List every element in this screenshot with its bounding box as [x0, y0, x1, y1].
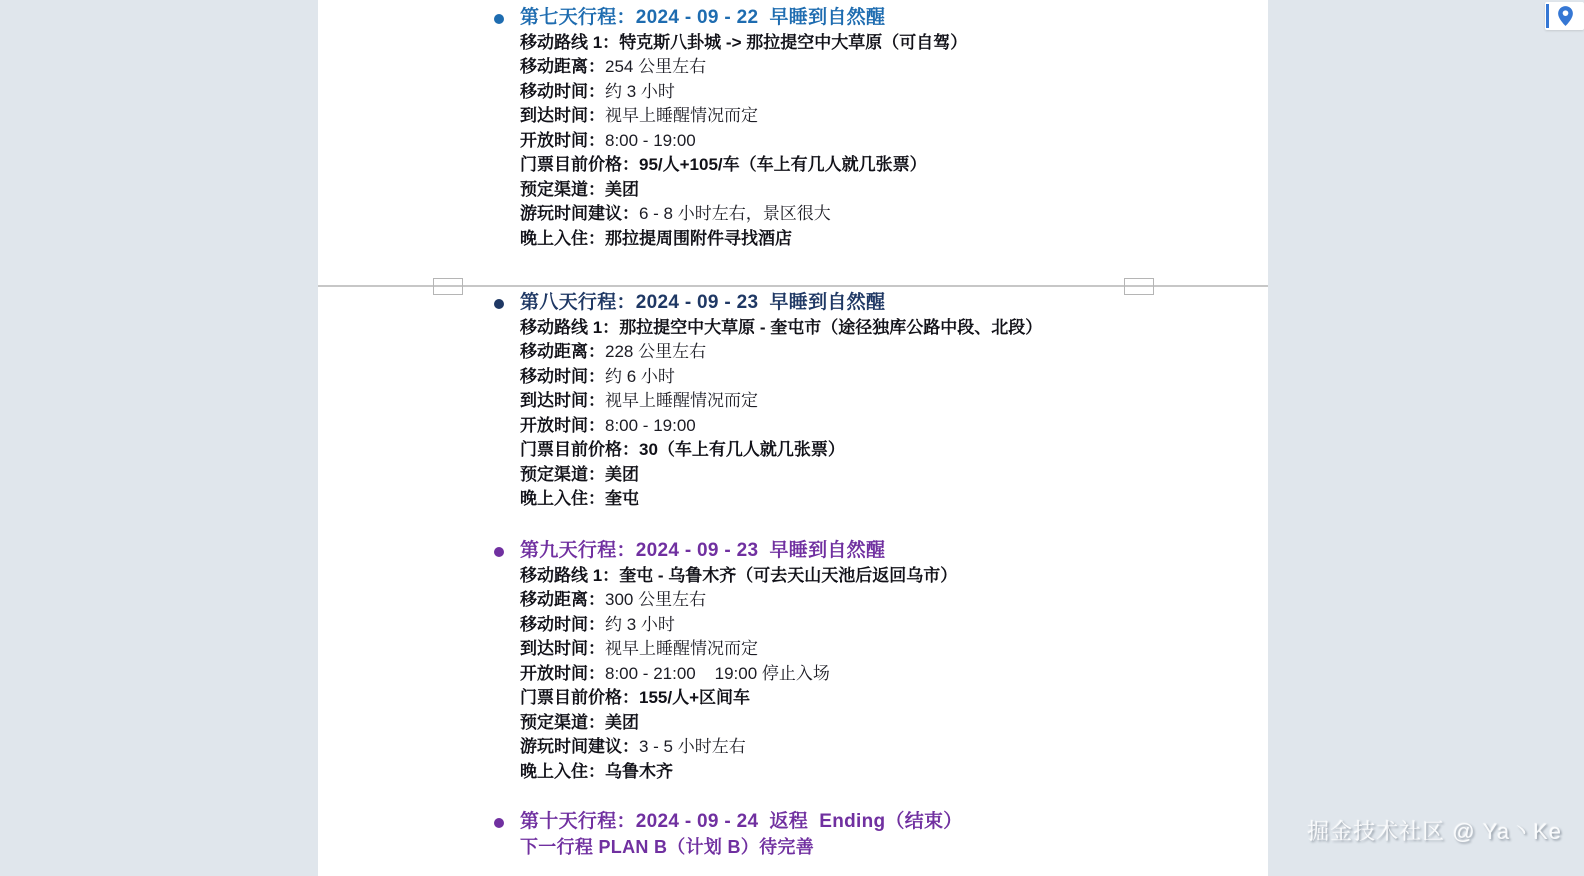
detail-label: 晚上入住：: [520, 228, 605, 248]
detail-line: [520, 735, 1268, 760]
detail-value: 8:00 - 19:00: [605, 130, 696, 150]
detail-value: 美团: [605, 712, 639, 732]
detail-value: 视早上睡醒情况而定: [605, 106, 758, 125]
detail-label: 预定渠道：: [520, 712, 605, 732]
detail-label: 晚上入住：: [520, 761, 605, 781]
detail-label: 门票目前价格：: [520, 155, 639, 174]
detail-line: [520, 178, 1268, 203]
detail-line: [520, 613, 1268, 638]
detail-label: 移动路线 1：: [520, 317, 620, 337]
detail-value: 乌鲁木齐: [605, 761, 673, 781]
detail-value: 约 3 小时: [605, 614, 675, 634]
day7-heading: 第七天行程：2024 - 09 - 22 早睡到自然醒: [520, 7, 886, 28]
detail-line: [520, 711, 1268, 736]
detail-label: 游玩时间建议：: [520, 737, 639, 756]
detail-value: 6 - 8 小时左右，景区很大: [639, 204, 831, 223]
location-pin-icon: [1557, 5, 1574, 27]
day7-section: [318, 6, 1268, 251]
detail-value: 254 公里左右: [605, 57, 707, 76]
pin-accent-bar: [1546, 4, 1549, 28]
detail-line: [520, 202, 1268, 227]
detail-label: 移动时间：: [520, 366, 605, 386]
detail-label: 开放时间：: [520, 663, 605, 683]
detail-line: [520, 227, 1268, 252]
detail-label: 移动距离：: [520, 590, 605, 609]
detail-label: 到达时间：: [520, 391, 605, 410]
detail-value: 8:00 - 19:00: [605, 415, 696, 435]
detail-line: [520, 463, 1268, 488]
detail-value: 约 3 小时: [605, 81, 675, 101]
detail-label: 预定渠道：: [520, 179, 605, 199]
detail-line: [520, 31, 1268, 56]
detail-value: 3 - 5 小时左右: [639, 737, 746, 756]
detail-line: [520, 104, 1268, 129]
detail-line: [520, 760, 1268, 785]
detail-line: [520, 438, 1268, 463]
detail-line: [520, 389, 1268, 414]
detail-value: 228 公里左右: [605, 342, 707, 361]
watermark: 掘金技术社区 @ Ya丶Ke: [1307, 819, 1562, 844]
bullet-icon: [494, 818, 504, 828]
detail-line: [520, 487, 1268, 512]
detail-value: 8:00 - 21:00 19:00 停止入场: [605, 663, 830, 683]
detail-label: 门票目前价格：: [520, 440, 639, 459]
detail-value: 300 公里左右: [605, 590, 707, 609]
detail-line: [520, 637, 1268, 662]
detail-value: 155/人+区间车: [639, 688, 751, 707]
detail-value: 30（车上有几人就几张票）: [639, 440, 845, 459]
detail-label: 到达时间：: [520, 106, 605, 125]
detail-label: 开放时间：: [520, 130, 605, 150]
detail-label: 游玩时间建议：: [520, 204, 639, 223]
detail-value: 视早上睡醒情况而定: [605, 391, 758, 410]
detail-label: 晚上入住：: [520, 489, 605, 508]
detail-line: [520, 662, 1268, 687]
detail-line: [520, 55, 1268, 80]
detail-label: 移动时间：: [520, 81, 605, 101]
bullet-icon: [494, 14, 504, 24]
detail-label: 开放时间：: [520, 415, 605, 435]
detail-label: 移动路线 1：: [520, 565, 620, 585]
detail-line: [520, 129, 1268, 154]
day10-section: [318, 810, 1268, 859]
detail-value: 那拉提空中大草原 - 奎屯市（途径独库公路中段、北段）: [619, 317, 1043, 337]
detail-line: [520, 414, 1268, 439]
day10-subheading: 下一行程 PLAN B（计划 B）待完善: [520, 836, 814, 857]
detail-value: 那拉提周围附件寻找酒店: [605, 228, 792, 248]
detail-value: 95/人+105/车（车上有几人就几张票）: [639, 155, 927, 174]
detail-label: 移动距离：: [520, 57, 605, 76]
detail-line: [520, 80, 1268, 105]
detail-label: 到达时间：: [520, 639, 605, 658]
detail-line: [520, 153, 1268, 178]
detail-value: 约 6 小时: [605, 366, 675, 386]
detail-label: 移动距离：: [520, 342, 605, 361]
detail-label: 移动时间：: [520, 614, 605, 634]
detail-line: [520, 686, 1268, 711]
detail-value: 奎屯: [605, 489, 639, 508]
detail-value: 奎屯 - 乌鲁木齐（可去天山天池后返回乌市）: [619, 565, 958, 585]
day9-section: [318, 539, 1268, 784]
detail-line: [520, 316, 1268, 341]
detail-value: 视早上睡醒情况而定: [605, 639, 758, 658]
detail-label: 门票目前价格：: [520, 688, 639, 707]
detail-value: 美团: [605, 464, 639, 484]
detail-line: [520, 340, 1268, 365]
detail-label: 移动路线 1：: [520, 32, 620, 52]
detail-line: [520, 564, 1268, 589]
day8-heading: 第八天行程：2024 - 09 - 23 早睡到自然醒: [520, 292, 886, 313]
detail-label: 预定渠道：: [520, 464, 605, 484]
detail-line: [520, 365, 1268, 390]
detail-value: 特克斯八卦城 -> 那拉提空中大草原（可自驾）: [619, 32, 968, 52]
document-page: [318, 0, 1268, 876]
day8-section: [318, 291, 1268, 512]
location-pin-button[interactable]: [1545, 2, 1584, 30]
detail-value: 美团: [605, 179, 639, 199]
detail-line: [520, 588, 1268, 613]
day9-heading: 第九天行程：2024 - 09 - 23 早睡到自然醒: [520, 540, 886, 561]
day10-heading: 第十天行程：2024 - 09 - 24 返程 Ending（结束）: [520, 811, 963, 832]
bullet-icon: [494, 547, 504, 557]
bullet-icon: [494, 299, 504, 309]
